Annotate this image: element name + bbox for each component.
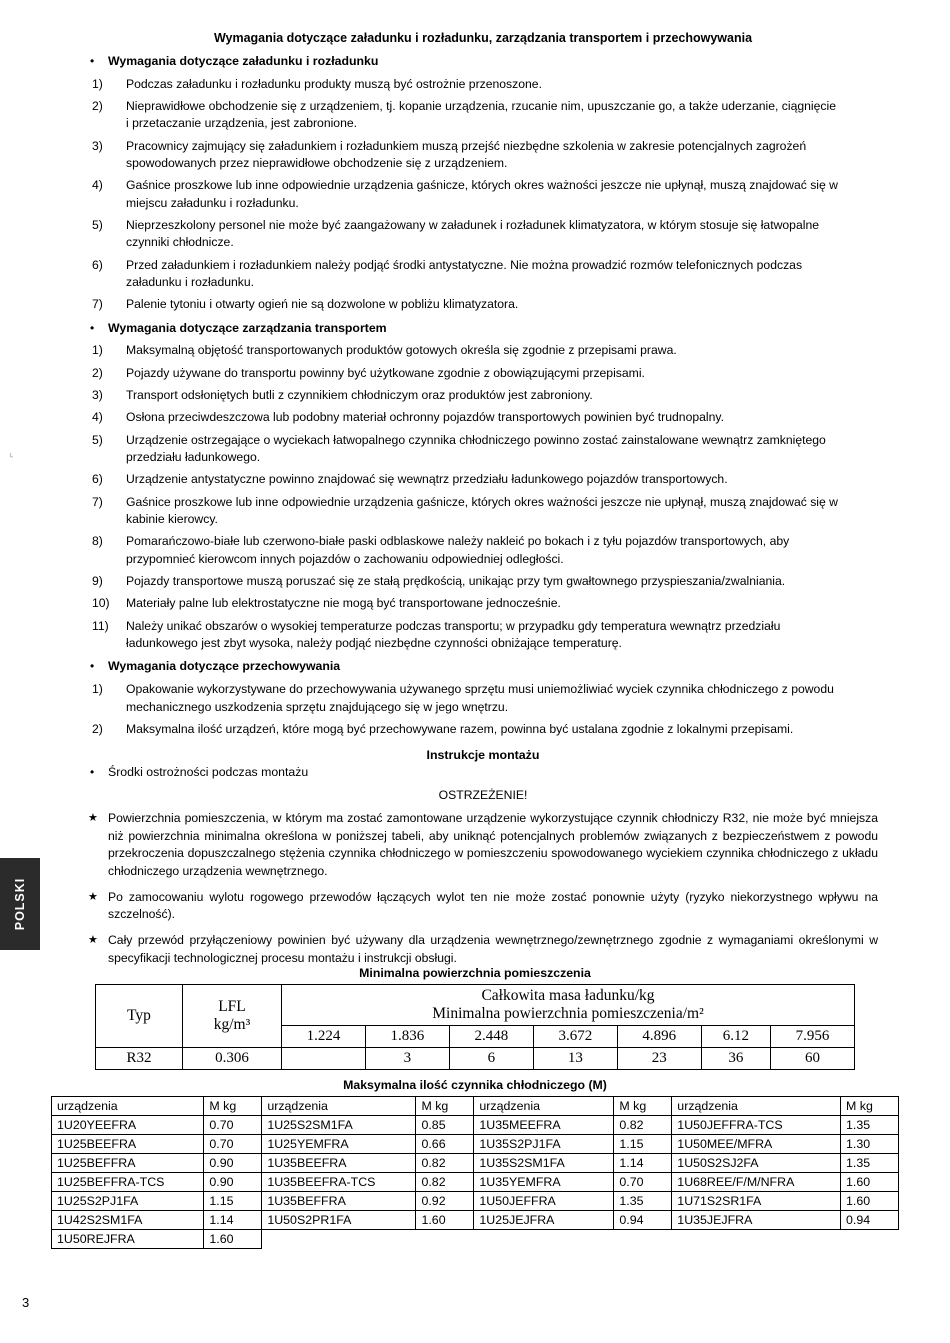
list-item-text: Osłona przeciwdeszczowa lub podobny materiał ochronny pojazdów transportowych powinien być trudnopalny. bbox=[126, 410, 724, 425]
m-table-cell: 1U42S2SM1FA bbox=[52, 1211, 204, 1230]
install-title: Instrukcje montażu bbox=[426, 748, 540, 763]
m-table-cell: 0.94 bbox=[614, 1211, 672, 1230]
install-bullet-label: Środki ostrożności podczas montażu bbox=[108, 765, 309, 780]
area-table bbox=[95, 984, 855, 1070]
section-heading-loading bbox=[88, 53, 878, 71]
m-table-cell: 1U68REE/F/M/NFRA bbox=[672, 1173, 841, 1192]
m-table-cell: 0.92 bbox=[416, 1192, 474, 1211]
list-storage bbox=[88, 681, 840, 738]
list-item-text: Należy unikać obszarów o wysokiej temperaturze podczas transportu; w przypadku gdy temperatura wewnątrz przedziału ładunkowego jest zbyt wysoka, należy podjąć niezbędne czynności obniżające temperaturę. bbox=[126, 618, 781, 651]
area-table-header-typ: Typ bbox=[96, 985, 183, 1048]
m-table-cell: 1U35S2SM1FA bbox=[474, 1154, 614, 1173]
list-item bbox=[88, 217, 840, 252]
m-table-cell: 0.70 bbox=[614, 1173, 672, 1192]
m-table-cell: 1U35MEEFRA bbox=[474, 1116, 614, 1135]
m-table-cell: 1U35BEEFRA-TCS bbox=[262, 1173, 416, 1192]
m-table-cell: 1U25BEFFRA bbox=[52, 1154, 204, 1173]
m-table-cell: 1U35BEEFRA bbox=[262, 1154, 416, 1173]
list-item-number: 3) bbox=[92, 388, 103, 403]
area-table-area-cell: 3 bbox=[365, 1047, 449, 1069]
area-table-mass-cell: 7.956 bbox=[770, 1025, 854, 1047]
bullet-icon: • bbox=[90, 765, 95, 780]
m-table-cell: 0.82 bbox=[416, 1173, 474, 1192]
m-table-cell: 1U20YEEFRA bbox=[52, 1116, 204, 1135]
list-item-number: 7) bbox=[92, 297, 103, 312]
m-table-header: M kg bbox=[416, 1097, 474, 1116]
list-item-number: 10) bbox=[92, 596, 110, 611]
m-table-header: urządzenia bbox=[474, 1097, 614, 1116]
language-side-tab-label: POLSKI bbox=[13, 877, 27, 931]
m-table-cell: 1.35 bbox=[841, 1116, 899, 1135]
m-table-cell: 0.90 bbox=[204, 1173, 262, 1192]
m-table-cell: 1.15 bbox=[614, 1135, 672, 1154]
list-item-text: Nieprzeszkolony personel nie może być zaangażowany w załadunek i rozładunek klimatyzatora, w którym stosuje się łatwopalne czynniki chłodnicze. bbox=[126, 218, 819, 250]
m-table-cell: 1U35YEMFRA bbox=[474, 1173, 614, 1192]
table-row bbox=[52, 1135, 899, 1154]
list-transport bbox=[88, 342, 840, 652]
section-heading-storage bbox=[88, 658, 878, 676]
area-table-lfl-value: 0.306 bbox=[183, 1047, 282, 1069]
warning-item bbox=[88, 889, 878, 924]
table-row bbox=[52, 1230, 899, 1249]
m-table-cell: 1.14 bbox=[614, 1154, 672, 1173]
warning-item bbox=[88, 932, 878, 967]
m-table-cell: 0.82 bbox=[416, 1154, 474, 1173]
list-item bbox=[88, 177, 840, 212]
list-item-text: Pojazdy używane do transportu powinny być użytkowane zgodnie z obowiązującymi przepisami. bbox=[126, 365, 645, 380]
star-icon: ★ bbox=[88, 934, 98, 947]
m-table-cell-empty bbox=[672, 1230, 841, 1249]
list-item-text: Nieprawidłowe obchodzenie się z urządzeniem, tj. kopanie urządzenia, rzucanie nim, upuszczanie go, a także uderzanie, ciągnięcie i przetaczanie urządzenia, jest zabronione. bbox=[126, 99, 836, 131]
lfl-line2: kg/m³ bbox=[213, 1015, 251, 1033]
m-table-cell-empty bbox=[614, 1230, 672, 1249]
m-table-cell: 1.15 bbox=[204, 1192, 262, 1211]
area-table-area-cell bbox=[282, 1047, 366, 1069]
list-item bbox=[88, 342, 840, 359]
star-icon: ★ bbox=[88, 812, 98, 825]
list-item bbox=[88, 618, 840, 653]
m-table-cell: 1U50S2PR1FA bbox=[262, 1211, 416, 1230]
m-table-cell: 1U50JEFFRA bbox=[474, 1192, 614, 1211]
m-table-cell: 1U25S2PJ1FA bbox=[52, 1192, 204, 1211]
m-table-cell: 1U50S2SJ2FA bbox=[672, 1154, 841, 1173]
m-table-cell-empty bbox=[474, 1230, 614, 1249]
m-table-header: urządzenia bbox=[672, 1097, 841, 1116]
list-item bbox=[88, 595, 840, 612]
m-table-cell: 0.70 bbox=[204, 1116, 262, 1135]
m-table-cell: 1U25YEMFRA bbox=[262, 1135, 416, 1154]
list-item-text: Urządzenie ostrzegające o wyciekach łatwopalnego czynnika chłodniczego powinno zostać zainstalowane wewnątrz zamkniętego przedziału ładunkowego. bbox=[126, 432, 826, 465]
warning-item-text: Po zamocowaniu wylotu rogowego przewodów łączących wylot ten nie może zostać ponownie użyty (ryzyko niekorzystnego wpływu na szczelność). bbox=[108, 889, 878, 922]
list-item-text: Urządzenie antystatyczne powinno znajdować się wewnątrz przedziału ładunkowego pojazdów transportowych. bbox=[126, 472, 728, 487]
m-table bbox=[51, 1096, 899, 1249]
list-item-number: 5) bbox=[92, 432, 103, 447]
m-table-cell: 1U50REJFRA bbox=[52, 1230, 204, 1249]
list-item-text: Pomarańczowo-białe lub czerwono-białe paski odblaskowe należy nakleić po bokach i z tyłu pojazdów transportowych, aby przypomnieć kierowcom innych pojazdów o zachowaniu odpowiedniej odległości. bbox=[126, 534, 790, 566]
m-table-cell: 1.60 bbox=[204, 1230, 262, 1249]
m-table-cell: 1U35JEJFRA bbox=[672, 1211, 841, 1230]
m-table-cell: 0.94 bbox=[841, 1211, 899, 1230]
list-item-text: Palenie tytoniu i otwarty ogień nie są dozwolone w pobliżu klimatyzatora. bbox=[126, 297, 519, 312]
list-item bbox=[88, 533, 840, 568]
m-table-cell: 1U50MEE/MFRA bbox=[672, 1135, 841, 1154]
warning-item bbox=[88, 810, 878, 881]
list-item-number: 6) bbox=[92, 257, 103, 272]
m-table-cell: 1.35 bbox=[614, 1192, 672, 1211]
list-item-number: 5) bbox=[92, 218, 103, 232]
m-table-cell: 0.70 bbox=[204, 1135, 262, 1154]
m-table-cell: 1U35BEFFRA bbox=[262, 1192, 416, 1211]
bullet-icon: • bbox=[90, 659, 95, 674]
area-table-mass-cell: 4.896 bbox=[617, 1025, 701, 1047]
table-row bbox=[52, 1116, 899, 1135]
list-item-text: Podczas załadunku i rozładunku produkty muszą być ostrożnie przenoszone. bbox=[126, 76, 542, 91]
area-table-area-cell: 36 bbox=[701, 1047, 770, 1069]
list-item-number: 1) bbox=[92, 682, 103, 697]
area-table-mass-cell: 2.448 bbox=[449, 1025, 533, 1047]
m-table-cell: 0.82 bbox=[614, 1116, 672, 1135]
table-row bbox=[96, 1047, 855, 1069]
list-item-number: 4) bbox=[92, 410, 103, 425]
area-table-area-cell: 60 bbox=[770, 1047, 854, 1069]
section-heading-label: Wymagania dotyczące przechowywania bbox=[108, 659, 341, 674]
m-table-cell: 1U71S2SR1FA bbox=[672, 1192, 841, 1211]
area-table-area-cell: 13 bbox=[533, 1047, 617, 1069]
m-table-header: urządzenia bbox=[52, 1097, 204, 1116]
list-item bbox=[88, 409, 840, 426]
document-content bbox=[88, 30, 878, 968]
star-icon: ★ bbox=[88, 890, 98, 903]
section-heading-label: Wymagania dotyczące zarządzania transportem bbox=[108, 320, 387, 335]
list-item-number: 7) bbox=[92, 494, 103, 509]
language-side-tab bbox=[0, 858, 40, 950]
m-table-cell: 1.60 bbox=[841, 1173, 899, 1192]
m-table-cell-empty bbox=[416, 1230, 474, 1249]
list-item-number: 4) bbox=[92, 178, 103, 193]
m-table-cell: 1U25JEJFRA bbox=[474, 1211, 614, 1230]
list-item-number: 8) bbox=[92, 534, 103, 549]
list-item-text: Transport odsłoniętych butli z czynnikiem chłodniczym oraz produktów jest zabroniony. bbox=[126, 388, 593, 403]
list-item-number: 2) bbox=[92, 721, 103, 736]
list-item bbox=[88, 365, 840, 382]
table-row bbox=[52, 1154, 899, 1173]
list-item-text: Gaśnice proszkowe lub inne odpowiednie urządzenia gaśnicze, których okres ważności jeszcze nie upłynął, muszą znajdować się w miejscu załadunku i rozładunku. bbox=[126, 178, 838, 210]
m-table-header: M kg bbox=[841, 1097, 899, 1116]
list-item bbox=[88, 721, 840, 738]
m-table-cell-empty bbox=[262, 1230, 416, 1249]
page-title: Wymagania dotyczące załadunku i rozładunku, zarządzania transportem i przechowywania bbox=[213, 31, 753, 45]
list-item bbox=[88, 573, 840, 590]
area-table-mass-cell: 3.672 bbox=[533, 1025, 617, 1047]
m-table-cell: 1.30 bbox=[841, 1135, 899, 1154]
m-table-cell: 0.90 bbox=[204, 1154, 262, 1173]
list-item-text: Maksymalna ilość urządzeń, które mogą być przechowywane razem, powinna być ustalana zgodnie z lokalnymi przepisami. bbox=[126, 721, 794, 736]
page-number: 3 bbox=[22, 1295, 30, 1310]
m-table-cell: 0.85 bbox=[416, 1116, 474, 1135]
m-table-title: Maksymalna ilość czynnika chłodniczego (M) bbox=[343, 1078, 607, 1092]
list-item bbox=[88, 76, 840, 93]
m-table-cell: 1.14 bbox=[204, 1211, 262, 1230]
m-table-header: urządzenia bbox=[262, 1097, 416, 1116]
list-item bbox=[88, 387, 840, 404]
bullet-icon: • bbox=[90, 320, 95, 335]
list-item-number: 3) bbox=[92, 138, 103, 153]
list-item-text: Pracownicy zajmujący się załadunkiem i rozładunkiem muszą przejść niezbędne szkolenia w zakresie potencjalnych zagrożeń spowodowanych przez nieprawidłowe obchodzenie się z urządzeniem. bbox=[126, 138, 807, 171]
area-table-mass-cell: 6.12 bbox=[701, 1025, 770, 1047]
area-table-mass-cell: 1.224 bbox=[282, 1025, 366, 1047]
area-table-title: Minimalna powierzchnia pomieszczenia bbox=[359, 966, 591, 980]
list-item-number: 2) bbox=[92, 365, 103, 380]
list-item bbox=[88, 257, 840, 292]
list-item bbox=[88, 494, 840, 529]
list-item bbox=[88, 471, 840, 488]
mass-line1: Całkowita masa ładunku/kg bbox=[481, 987, 655, 1004]
m-table-cell: 1U25BEFFRA-TCS bbox=[52, 1173, 204, 1192]
install-bullet bbox=[88, 764, 878, 782]
list-item-text: Maksymalną objętość transportowanych produktów gotowych określa się zgodnie z przepisami prawa. bbox=[126, 343, 677, 358]
m-table-cell-empty bbox=[841, 1230, 899, 1249]
m-table-header: M kg bbox=[204, 1097, 262, 1116]
side-margin-mark: ⌐ bbox=[5, 452, 16, 458]
list-item-text: Przed załadunkiem i rozładunkiem należy podjąć środki antystatyczne. Nie można prowadzić rozmów telefonicznych podczas załadunku i rozładunku. bbox=[126, 257, 803, 289]
list-item-number: 1) bbox=[92, 343, 103, 358]
table-row bbox=[52, 1192, 899, 1211]
mass-line2: Minimalna powierzchnia pomieszczenia/m² bbox=[432, 1004, 704, 1022]
table-row bbox=[96, 985, 855, 1026]
list-item bbox=[88, 296, 840, 313]
list-item-number: 1) bbox=[92, 76, 103, 91]
area-table-header-mass bbox=[282, 985, 855, 1026]
area-table-mass-cell: 1.836 bbox=[365, 1025, 449, 1047]
list-loading bbox=[88, 76, 840, 314]
list-item-number: 9) bbox=[92, 574, 103, 589]
m-table-cell: 1U50JEFFRA-TCS bbox=[672, 1116, 841, 1135]
m-table-cell: 1.35 bbox=[841, 1154, 899, 1173]
m-table-cell: 1.60 bbox=[841, 1192, 899, 1211]
area-table-typ-value: R32 bbox=[96, 1047, 183, 1069]
warning-item-text: Powierzchnia pomieszczenia, w którym ma zostać zamontowane urządzenie wykorzystujące czynnik chłodniczy R32, nie może być mniejsza niż powierzchnia minimalna określona w poniższej tabeli, aby uniknąć potencjalnych problemów związanych z bezpieczeństwem z powodu przekroczenia dopuszczalnego stężenia czynnika chłodniczego w pomieszczeniu spowodowanego wyciekiem czynnika chłodniczego z układu chłodniczego urządzenia wewnętrznego. bbox=[108, 811, 878, 879]
m-table-cell: 1U25S2SM1FA bbox=[262, 1116, 416, 1135]
section-heading-label: Wymagania dotyczące załadunku i rozładunku bbox=[108, 53, 379, 68]
m-table-header: M kg bbox=[614, 1097, 672, 1116]
area-table-area-cell: 23 bbox=[617, 1047, 701, 1069]
list-item bbox=[88, 98, 840, 133]
warning-label: OSTRZEŻENIE! bbox=[438, 788, 528, 803]
list-item-text: Pojazdy transportowe muszą poruszać się ze stałą prędkością, unikając przy tym gwałtownego przyspieszania/zwalniania. bbox=[126, 574, 786, 589]
list-item-number: 2) bbox=[92, 99, 103, 114]
list-item-text: Materiały palne lub elektrostatyczne nie mogą być transportowane jednocześnie. bbox=[126, 596, 561, 611]
list-item bbox=[88, 138, 840, 173]
m-table-cell: 1U25BEEFRA bbox=[52, 1135, 204, 1154]
lfl-line1: LFL bbox=[218, 998, 246, 1015]
section-heading-transport bbox=[88, 320, 878, 338]
bullet-icon: • bbox=[90, 53, 95, 68]
list-item-number: 11) bbox=[92, 618, 109, 633]
list-item-text: Opakowanie wykorzystywane do przechowywania używanego sprzętu musi uniemożliwiać wyciek czynnika chłodniczego z powodu mechanicznego uszkodzenia sprzętu znajdującego się w jego wnętrzu. bbox=[126, 682, 834, 714]
m-table-cell: 0.66 bbox=[416, 1135, 474, 1154]
m-table-cell: 1U35S2PJ1FA bbox=[474, 1135, 614, 1154]
table-row bbox=[52, 1211, 899, 1230]
table-row bbox=[52, 1173, 899, 1192]
area-table-header-lfl bbox=[183, 985, 282, 1048]
warning-item-text: Cały przewód przyłączeniowy powinien być używany dla urządzenia wewnętrznego/zewnętrznego zgodnie z wymaganiami określonymi w specyfikacji technologicznej procesu montażu i instrukcji obsługi. bbox=[108, 933, 878, 965]
table-row bbox=[52, 1097, 899, 1116]
list-item-text: Gaśnice proszkowe lub inne odpowiednie urządzenia gaśnicze, których okres ważności jeszcze nie upłynął, muszą znajdować się w kabinie kierowcy. bbox=[126, 494, 838, 527]
list-item bbox=[88, 681, 840, 716]
list-item bbox=[88, 432, 840, 467]
list-item-number: 6) bbox=[92, 472, 103, 487]
area-table-area-cell: 6 bbox=[449, 1047, 533, 1069]
m-table-cell: 1.60 bbox=[416, 1211, 474, 1230]
